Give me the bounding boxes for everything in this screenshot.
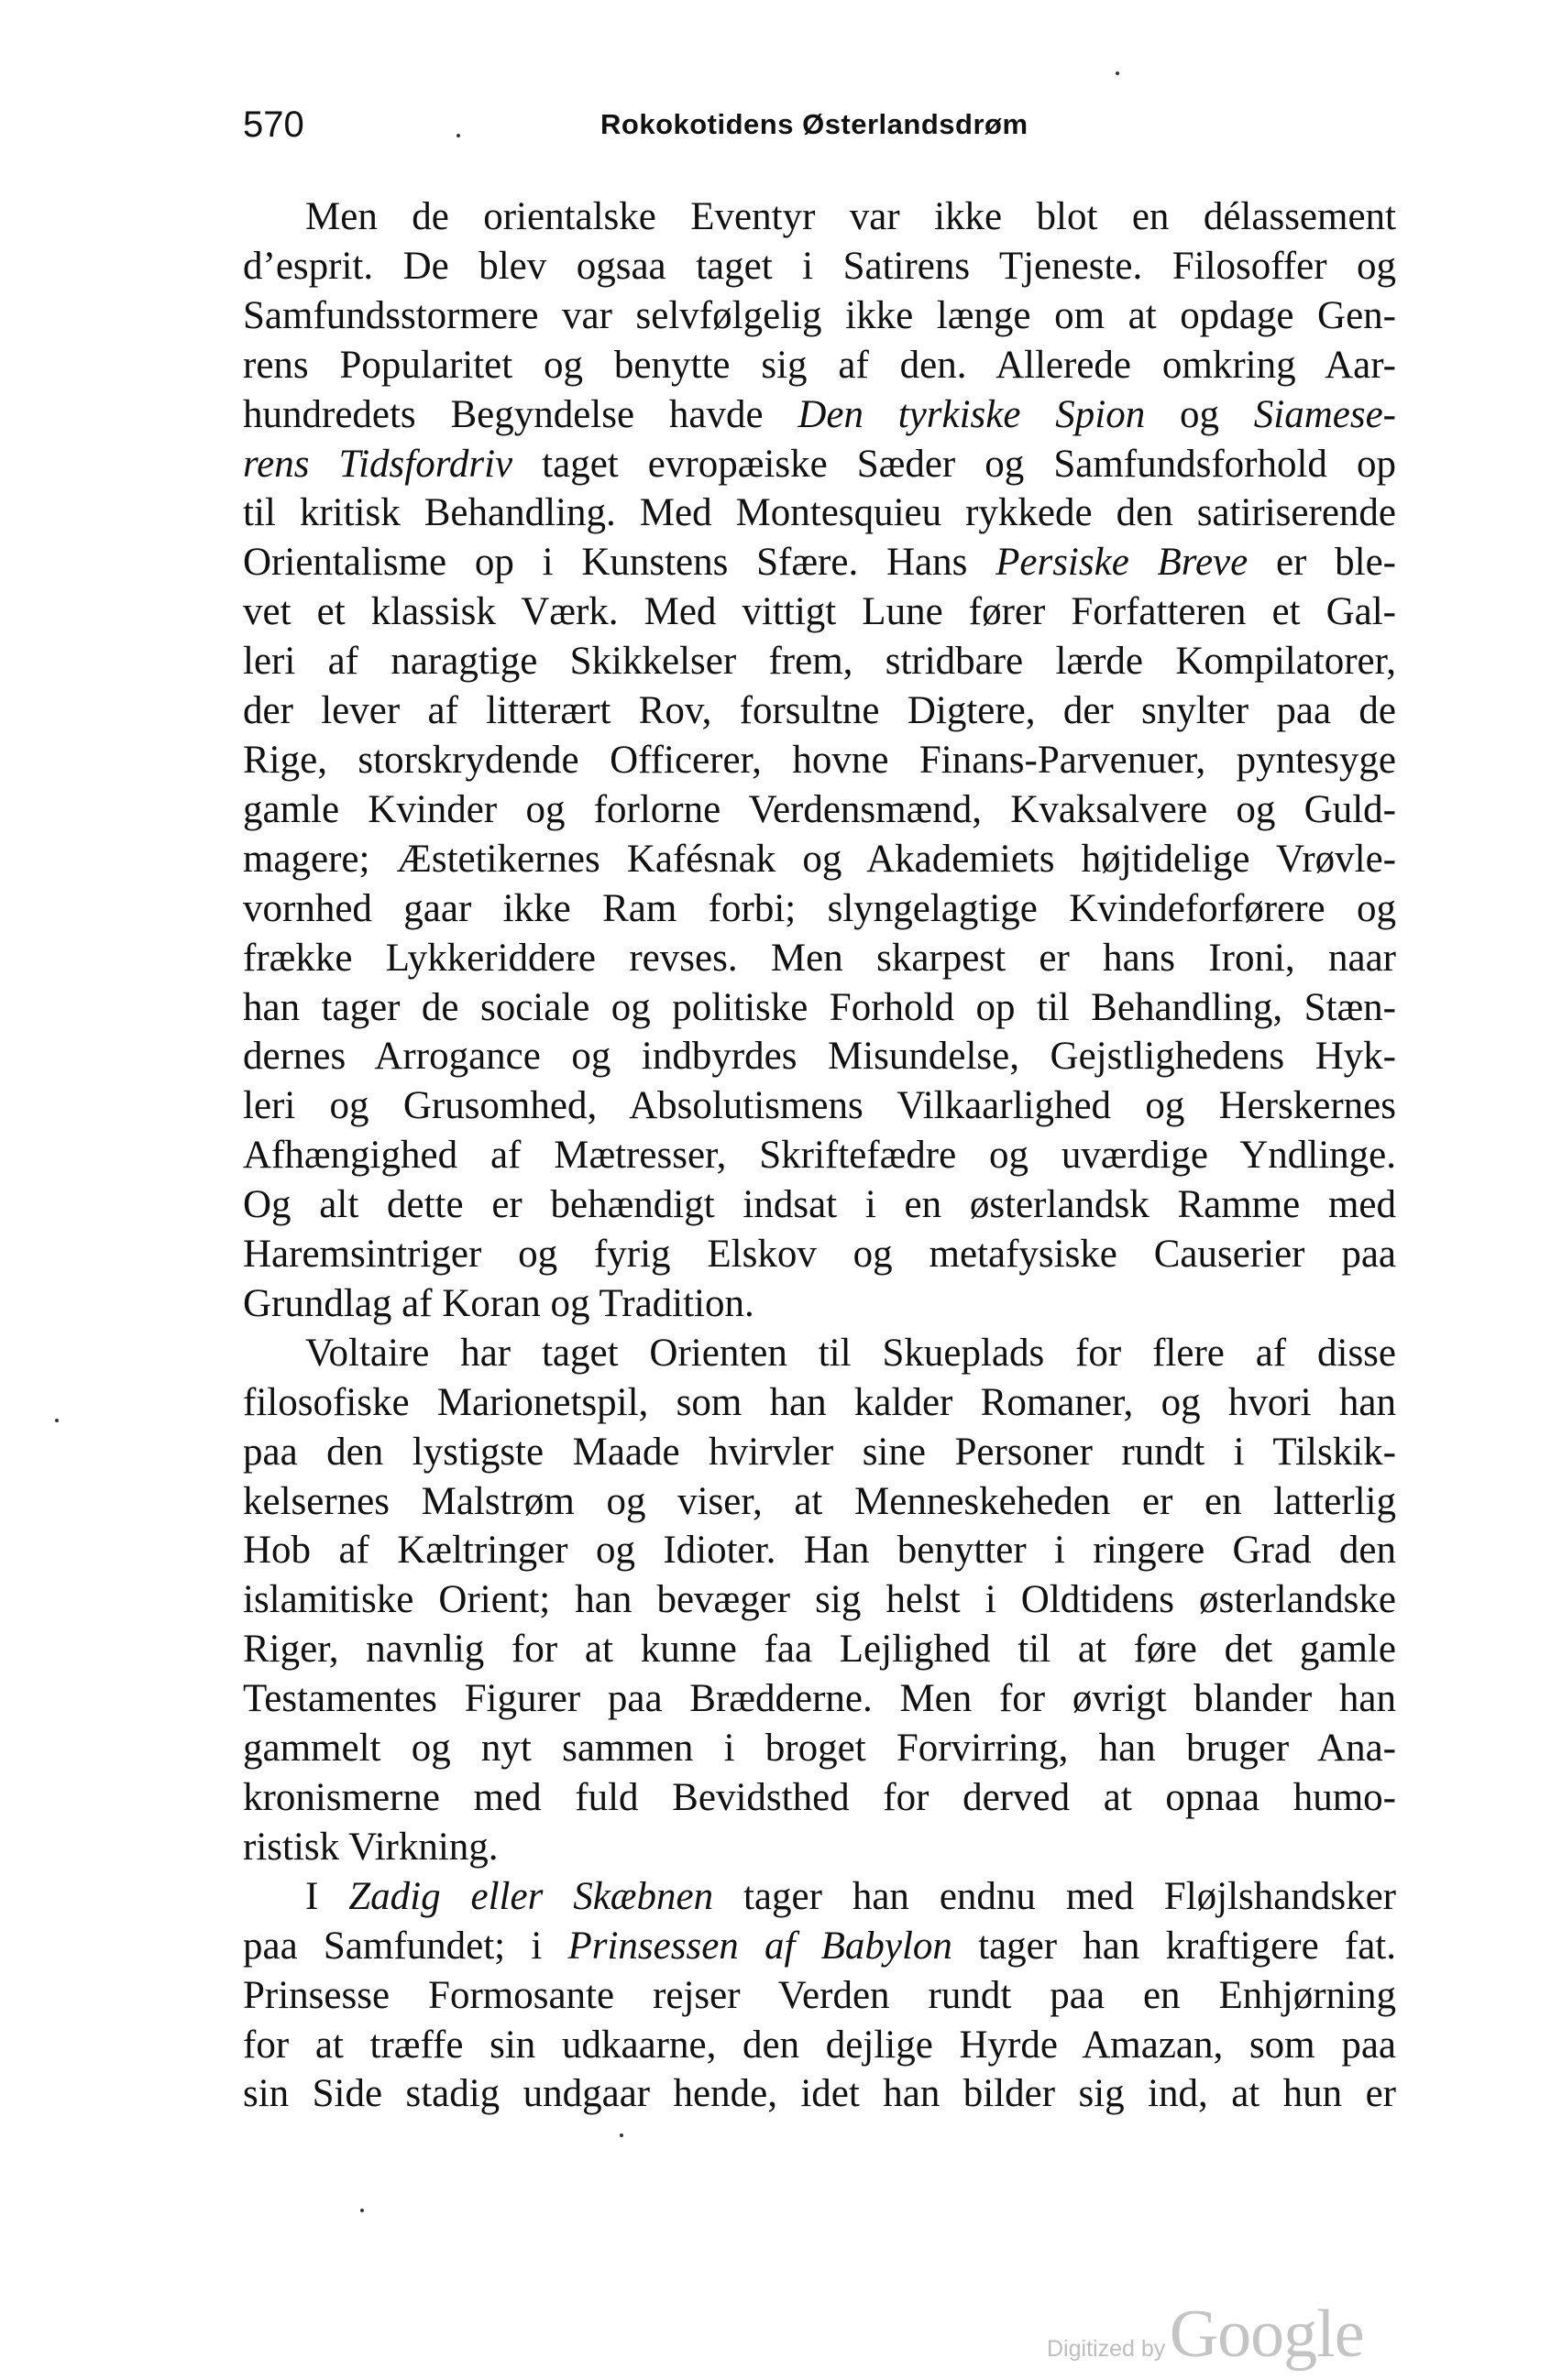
text-line — [243, 686, 1396, 736]
text-line — [243, 736, 1396, 785]
text-line — [243, 1378, 1396, 1428]
text-line — [243, 1477, 1396, 1527]
text-line — [243, 884, 1396, 934]
text-run: gamle Kvinder og forlorne Verdensmænd, Kvaksalvere og Guld- — [243, 787, 1396, 831]
text-run: Samfundsstormere var selvfølgelig ikke længe om at opdage Gen- — [243, 293, 1396, 337]
paragraph — [243, 1329, 1396, 1872]
text-run: Orientalisme op i Kunstens Sfære. Hans — [243, 541, 996, 585]
text-run: paa den lystigste Maade hvirvler sine Personer rundt i Tilskik- — [243, 1430, 1396, 1474]
text-run: filosofiske Marionetspil, som han kalder Romaner, og hvori han — [243, 1380, 1396, 1424]
text-line — [243, 1773, 1396, 1823]
scan-speck — [456, 134, 460, 137]
text-line — [243, 1872, 1396, 1922]
scan-speck — [1116, 71, 1119, 75]
text-line — [243, 983, 1396, 1033]
text-line — [243, 2021, 1396, 2070]
running-head-title: Rokokotidens Østerlandsdrøm — [600, 108, 1028, 140]
text-run: Testamentes Figurer paa Brædderne. Men for øvrigt blander han — [243, 1677, 1396, 1721]
italic-title: Prinsessen af Babylon — [567, 1924, 952, 1968]
text-run: leri af naragtige Skikkelser frem, stridbare lærde Kompilatorer, — [243, 640, 1396, 684]
text-line — [243, 1823, 1396, 1872]
scan-speck — [620, 2133, 623, 2137]
text-run: leri og Grusomhed, Absolutismens Vilkaarlighed og Herskernes — [243, 1084, 1396, 1128]
text-run: Haremsintriger og fyrig Elskov og metafysiske Causerier paa — [243, 1233, 1396, 1277]
text-line — [243, 242, 1396, 291]
text-run: vornhed gaar ikke Ram forbi; slyngelagtige Kvindeforførere og — [243, 886, 1396, 930]
text-run: tager han endnu med Fløjlshandsker — [713, 1874, 1396, 1918]
text-run: d’esprit. De blev ogsaa taget i Satirens Tjeneste. Filosoffer og — [243, 244, 1396, 288]
text-line — [243, 1180, 1396, 1230]
italic-title: Siamese- — [1253, 392, 1396, 436]
body-text — [243, 192, 1396, 2119]
text-run: gammelt og nyt sammen i broget Forvirring, han bruger Ana- — [243, 1727, 1396, 1771]
text-run: kronismerne med fuld Bevidsthed for derved at opnaa humo- — [243, 1776, 1396, 1819]
text-run: Rige, storskrydende Officerer, hovne Finans-Parvenuer, pyntesyge — [243, 738, 1396, 782]
text-line — [243, 637, 1396, 686]
text-run: for at træffe sin udkaarne, den dejlige Hyrde Amazan, som paa — [243, 2023, 1396, 2067]
text-line — [243, 1724, 1396, 1773]
text-line — [243, 1428, 1396, 1477]
text-run: paa Samfundet; i — [243, 1924, 568, 1968]
text-line — [243, 934, 1396, 983]
text-run: Og alt dette er behændigt indsat i en østerlandsk Ramme med — [243, 1183, 1396, 1227]
text-line — [243, 192, 1396, 242]
text-line — [243, 1081, 1396, 1131]
text-line — [243, 341, 1396, 390]
text-run: Hob af Kæltringer og Idioter. Han benytter i ringere Grad den — [243, 1529, 1396, 1573]
text-run: dernes Arrogance og indbyrdes Misundelse, Gejstlighedens Hyk- — [243, 1035, 1396, 1079]
text-line — [243, 1625, 1396, 1674]
digitization-watermark — [1047, 2296, 1364, 2374]
text-line — [243, 1526, 1396, 1575]
text-run: og — [1145, 392, 1254, 436]
scan-speck — [360, 2209, 364, 2212]
text-line — [243, 1674, 1396, 1724]
text-line — [243, 1230, 1396, 1279]
paragraph — [243, 1872, 1396, 2120]
text-run: Voltaire har taget Orienten til Skueplads for flere af disse — [305, 1331, 1396, 1375]
google-logo: Google — [1169, 2297, 1364, 2372]
text-line — [243, 785, 1396, 835]
text-run: taget evropæiske Sæder og Samfundsforhold op — [512, 442, 1396, 486]
digitized-by-label: Digitized by — [1047, 2336, 1166, 2362]
page-number: 570 — [243, 104, 304, 145]
text-run: frække Lykkeriddere revses. Men skarpest er hans Ironi, naar — [243, 936, 1396, 980]
text-run: Men de orientalske Eventyr var ikke blot en délassement — [305, 195, 1396, 238]
text-line — [243, 538, 1396, 587]
text-run: sin Side stadig undgaar hende, idet han bilder sig ind, at hun er — [243, 2072, 1396, 2116]
text-line — [243, 1032, 1396, 1081]
text-run: vet et klassisk Værk. Med vittigt Lune fører Forfatteren et Gal- — [243, 590, 1396, 634]
text-line — [243, 587, 1396, 637]
text-line — [243, 291, 1396, 341]
text-line — [243, 1575, 1396, 1625]
text-line — [243, 835, 1396, 884]
text-run: Grundlag af Koran og Tradition. — [243, 1281, 754, 1325]
text-line — [243, 488, 1396, 538]
italic-title: Den tyrkiske Spion — [798, 392, 1146, 436]
text-line — [243, 390, 1396, 440]
text-run: Prinsesse Formosante rejser Verden rundt paa en Enhjørning — [243, 1973, 1396, 2017]
text-run: er ble- — [1248, 541, 1396, 585]
text-run: Riger, navnlig for at kunne faa Lejlighed til at føre det gamle — [243, 1628, 1396, 1672]
running-header — [243, 106, 1396, 161]
text-line — [243, 1131, 1396, 1180]
scan-speck — [55, 1419, 59, 1422]
italic-title: Persiske Breve — [996, 541, 1248, 585]
text-run: han tager de sociale og politiske Forhold op til Behandling, Stæn- — [243, 985, 1396, 1029]
text-run: rens Popularitet og benytte sig af den. Allerede omkring Aar- — [243, 343, 1396, 387]
text-run: Afhængighed af Mætresser, Skriftefædre og uværdige Yndlinge. — [243, 1134, 1396, 1178]
text-line — [243, 440, 1396, 489]
text-run: islamitiske Orient; han bevæger sig helst i Oldtidens østerlandske — [243, 1578, 1396, 1622]
text-line — [243, 1279, 1396, 1329]
text-run: kelsernes Malstrøm og viser, at Menneskeheden er en latterlig — [243, 1479, 1396, 1523]
text-line — [243, 1329, 1396, 1378]
italic-title: Zadig eller Skæbnen — [348, 1874, 714, 1918]
paragraph — [243, 192, 1396, 1329]
text-run: ristisk Virkning. — [243, 1825, 499, 1869]
text-run: hundredets Begyndelse havde — [243, 392, 798, 436]
text-run: I — [305, 1874, 349, 1918]
text-line — [243, 1971, 1396, 2021]
text-line — [243, 2069, 1396, 2119]
text-run: til kritisk Behandling. Med Montesquieu rykkede den satiriserende — [243, 491, 1396, 535]
text-run: magere; Æstetikernes Kafésnak og Akademiets højtidelige Vrøvle- — [243, 837, 1396, 881]
italic-title: rens Tidsfordriv — [243, 442, 513, 486]
text-run: der lever af litterært Rov, forsultne Digtere, der snylter paa de — [243, 689, 1396, 733]
text-run: tager han kraftigere fat. — [952, 1924, 1396, 1968]
text-line — [243, 1922, 1396, 1971]
